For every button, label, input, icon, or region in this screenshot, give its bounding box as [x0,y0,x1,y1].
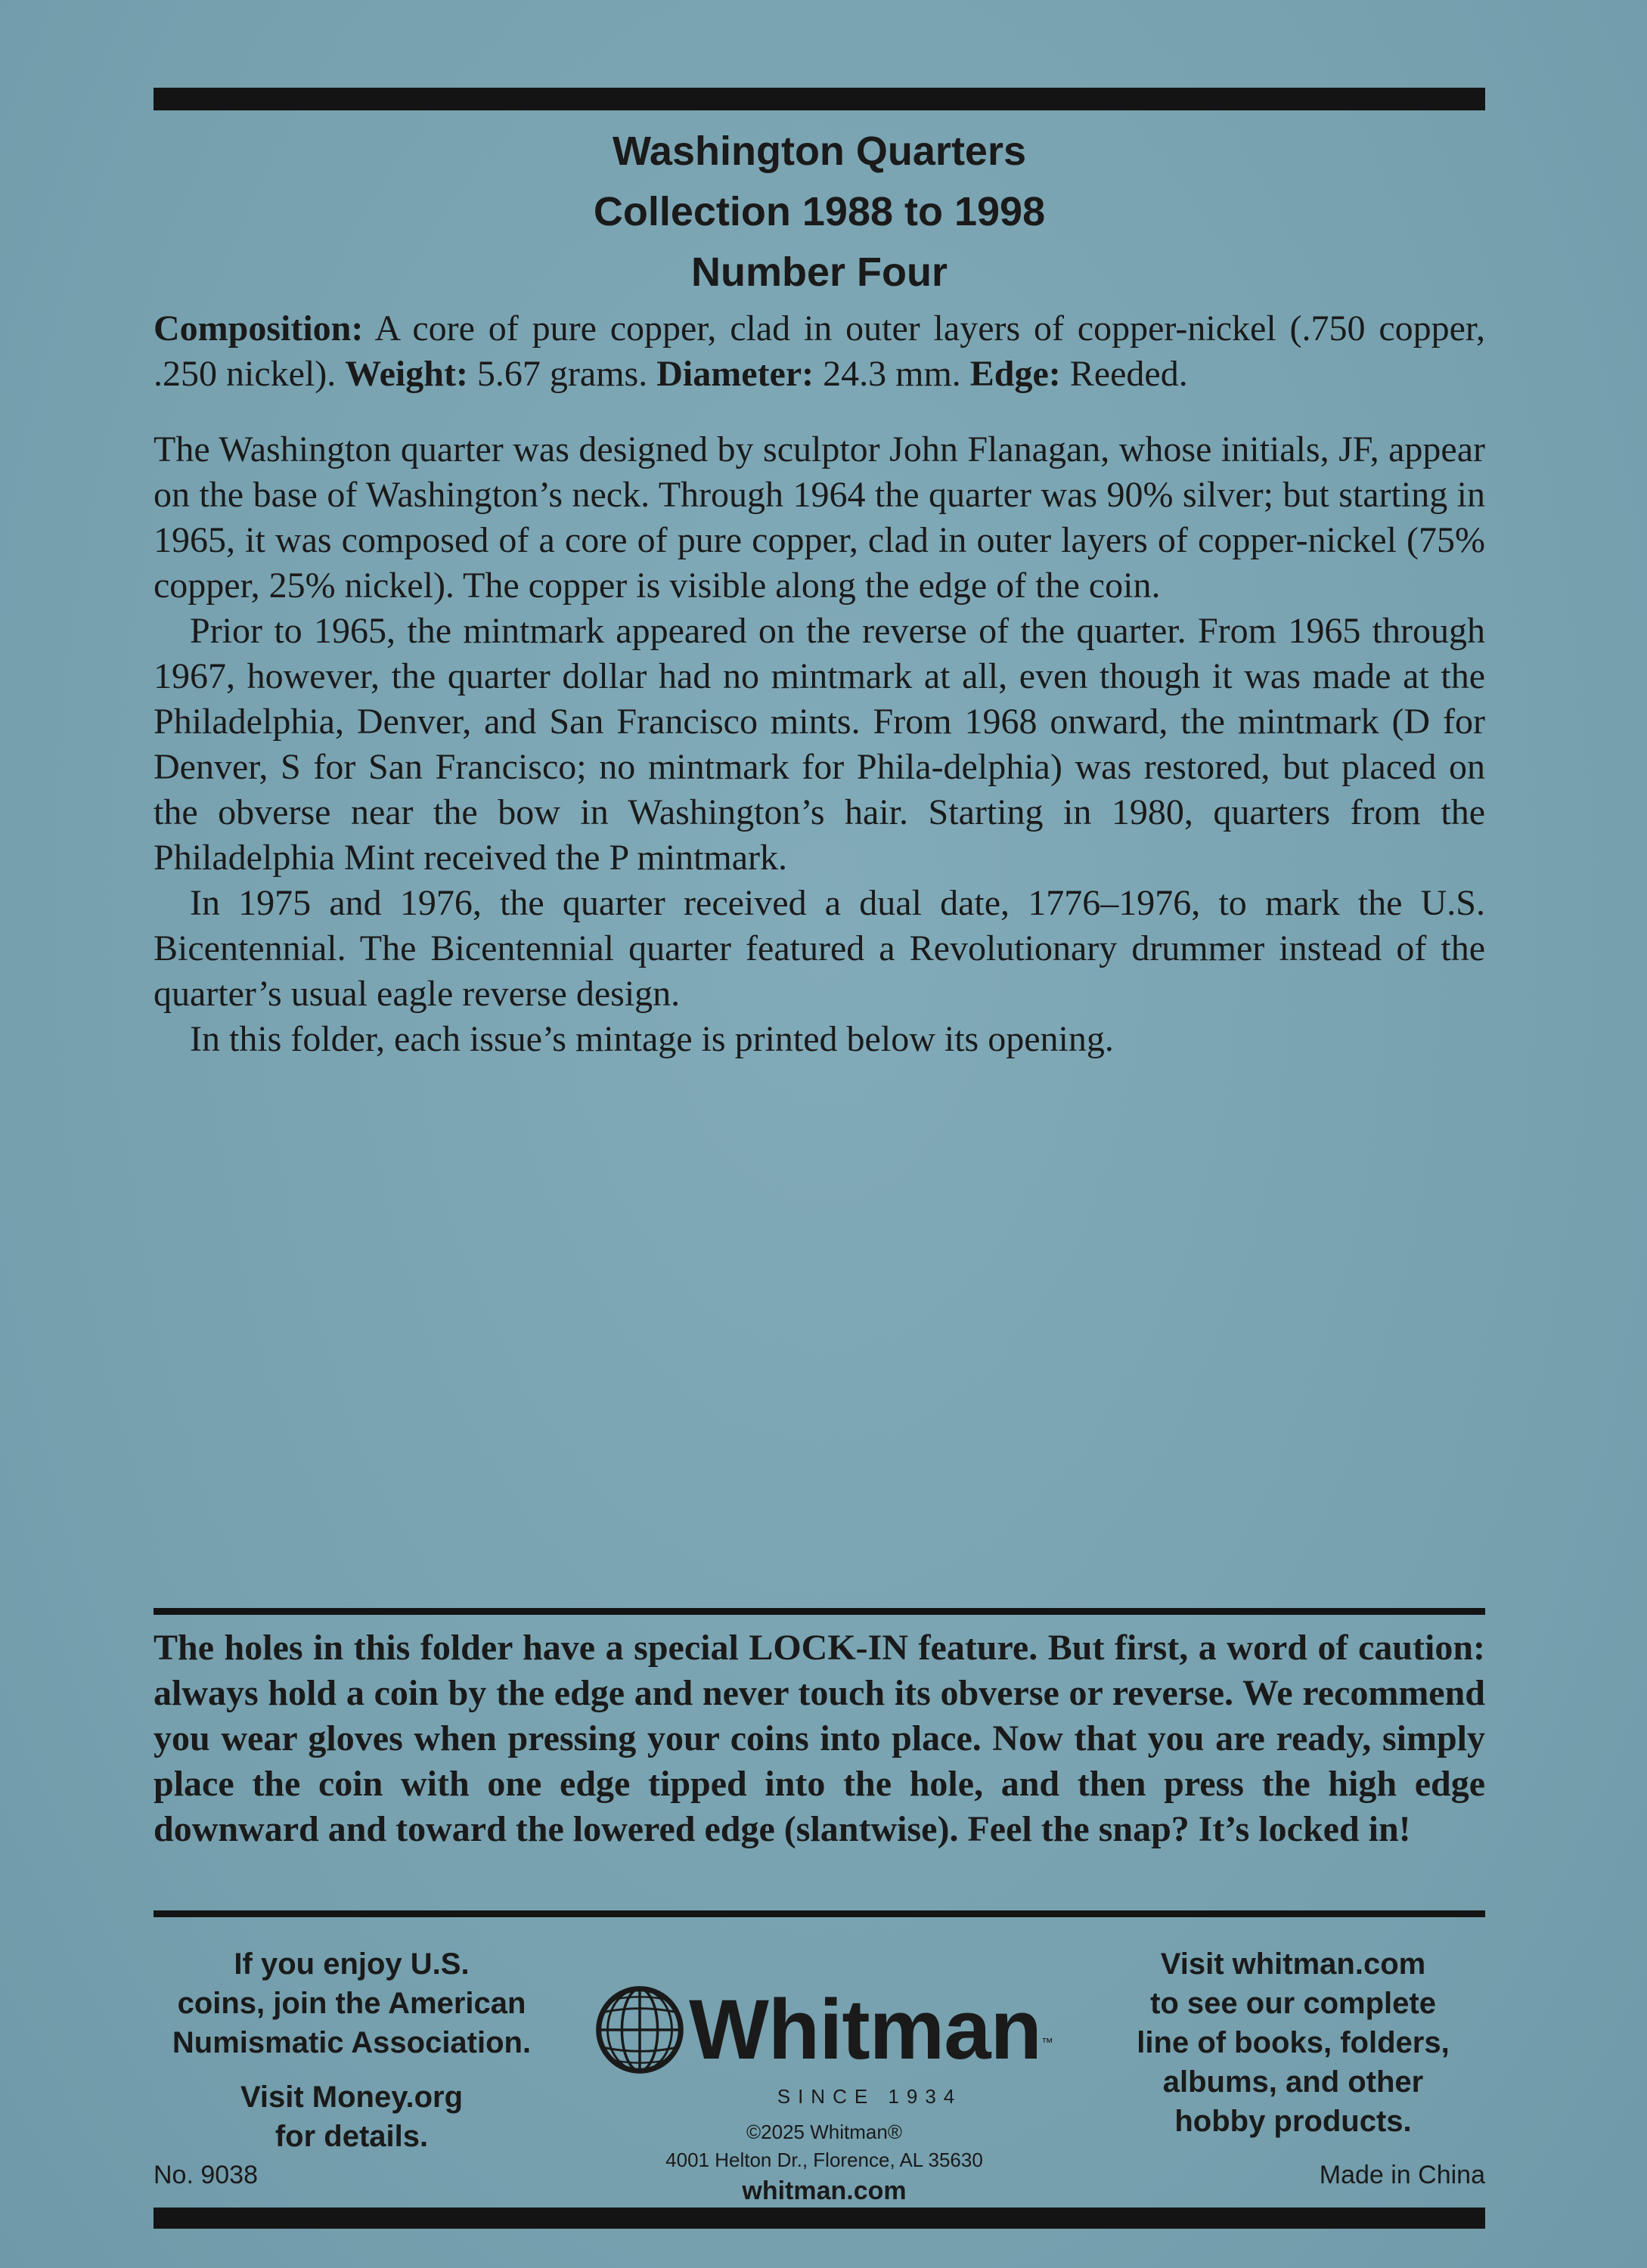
title-block [154,121,1485,302]
whitman-promo-line-5: hobby products. [1174,2105,1412,2138]
whitman-promo [1089,1944,1497,2141]
whitman-promo-line-4: albums, and other [1162,2065,1424,2099]
whitman-promo-line-2: to see our complete [1150,1987,1436,2020]
title-line-1: Washington Quarters [612,129,1027,174]
title-line-3: Number Four [690,249,948,295]
catalog-number: No. 9038 [154,2161,258,2189]
ana-promo-line-1: If you enjoy U.S. [234,1947,470,1981]
composition-paragraph [154,306,1485,397]
top-rule [154,88,1485,110]
edge-text: Reeded. [1060,354,1188,394]
trademark-symbol: ™ [1041,2037,1053,2050]
globe-icon [595,1985,684,2074]
composition-text: A core of pure copper, clad in outer layers of copper-nickel (.750 copper, .250 nickel). [154,308,1485,394]
ana-promo [147,1944,556,2156]
ana-promo-line-5: for details. [274,2120,429,2153]
whitman-promo-line-3: line of books, folders, [1137,2026,1450,2059]
title-line-2: Collection 1988 to 1998 [593,189,1046,234]
diameter-label: Diameter: [656,354,814,394]
diameter-text: 24.3 mm. [814,354,970,394]
copyright-notice: ©2025 Whitman® [746,2121,902,2143]
history-text [154,427,1485,1062]
brand-since: SINCE 1934 [777,2085,963,2108]
website-link[interactable]: whitman.com [742,2177,907,2205]
weight-text: 5.67 grams. [467,354,657,394]
weight-label: Weight: [345,354,468,394]
edge-label: Edge: [969,354,1061,394]
brand-name: Whitman [689,1982,1041,2077]
footer-top-rule [154,1910,1485,1917]
lockin-instructions: The holes in this folder have a special LOCK-IN feature. But first, a word of caution: always hold a coin by the edge and never touch its obverse or reverse. We recommend you wear gloves when pressing your coins into place. Now that you are ready, simply place the coin with one edge tipped into the hole, and then press the high edge downward and toward the lowered edge (slantwise). Feel the snap? It’s locked in! [154,1628,1485,1849]
company-address: 4001 Helton Dr., Florence, AL 35630 [665,2149,983,2171]
whitman-brand-block [590,1981,1059,2206]
whitman-logo [590,1981,1059,2079]
composition-label: Composition: [154,308,364,349]
whitman-promo-line-1: Visit whitman.com [1160,1947,1426,1981]
bottom-rule [154,2208,1485,2229]
lockin-top-rule [154,1608,1485,1615]
history-paragraph-1: The Washington quarter was designed by sculptor John Flanagan, whose initials, JF, appear on the base of Washington’s neck. Through 1964 the quarter was 90% silver; but starting in 1965, it was composed of a core of pure copper, clad in outer layers of copper-nickel (75% copper, 25% nickel). The copper is visible along the edge of the coin. [154,429,1485,606]
ana-promo-line-3: Numismatic Association. [172,2026,532,2059]
ana-promo-line-2: coins, join the American [177,1987,526,2020]
history-paragraph-3: In 1975 and 1976, the quarter received a dual date, 1776–1976, to mark the U.S. Bicentennial. The Bicentennial quarter featured a Revolutionary drummer instead of the quarter’s usual eagle reverse design. [154,883,1485,1014]
history-paragraph-4: In this folder, each issue’s mintage is printed below its opening. [190,1019,1114,1059]
country-of-origin: Made in China [1319,2161,1485,2189]
history-paragraph-2: Prior to 1965, the mintmark appeared on the reverse of the quarter. From 1965 through 1967, however, the quarter dollar had no mintmark at all, even though it was made at the Philadelphia, Denver, and San Francisco mints. From 1968 onward, the mintmark (D for Denver, S for San Francisco; no mintmark for Phila-delphia) was restored, but placed on the obverse near the bow in Washington’s hair. Starting in 1980, quarters from the Philadelphia Mint received the P mintmark. [154,611,1485,878]
ana-promo-line-4: Visit Money.org [240,2081,464,2114]
